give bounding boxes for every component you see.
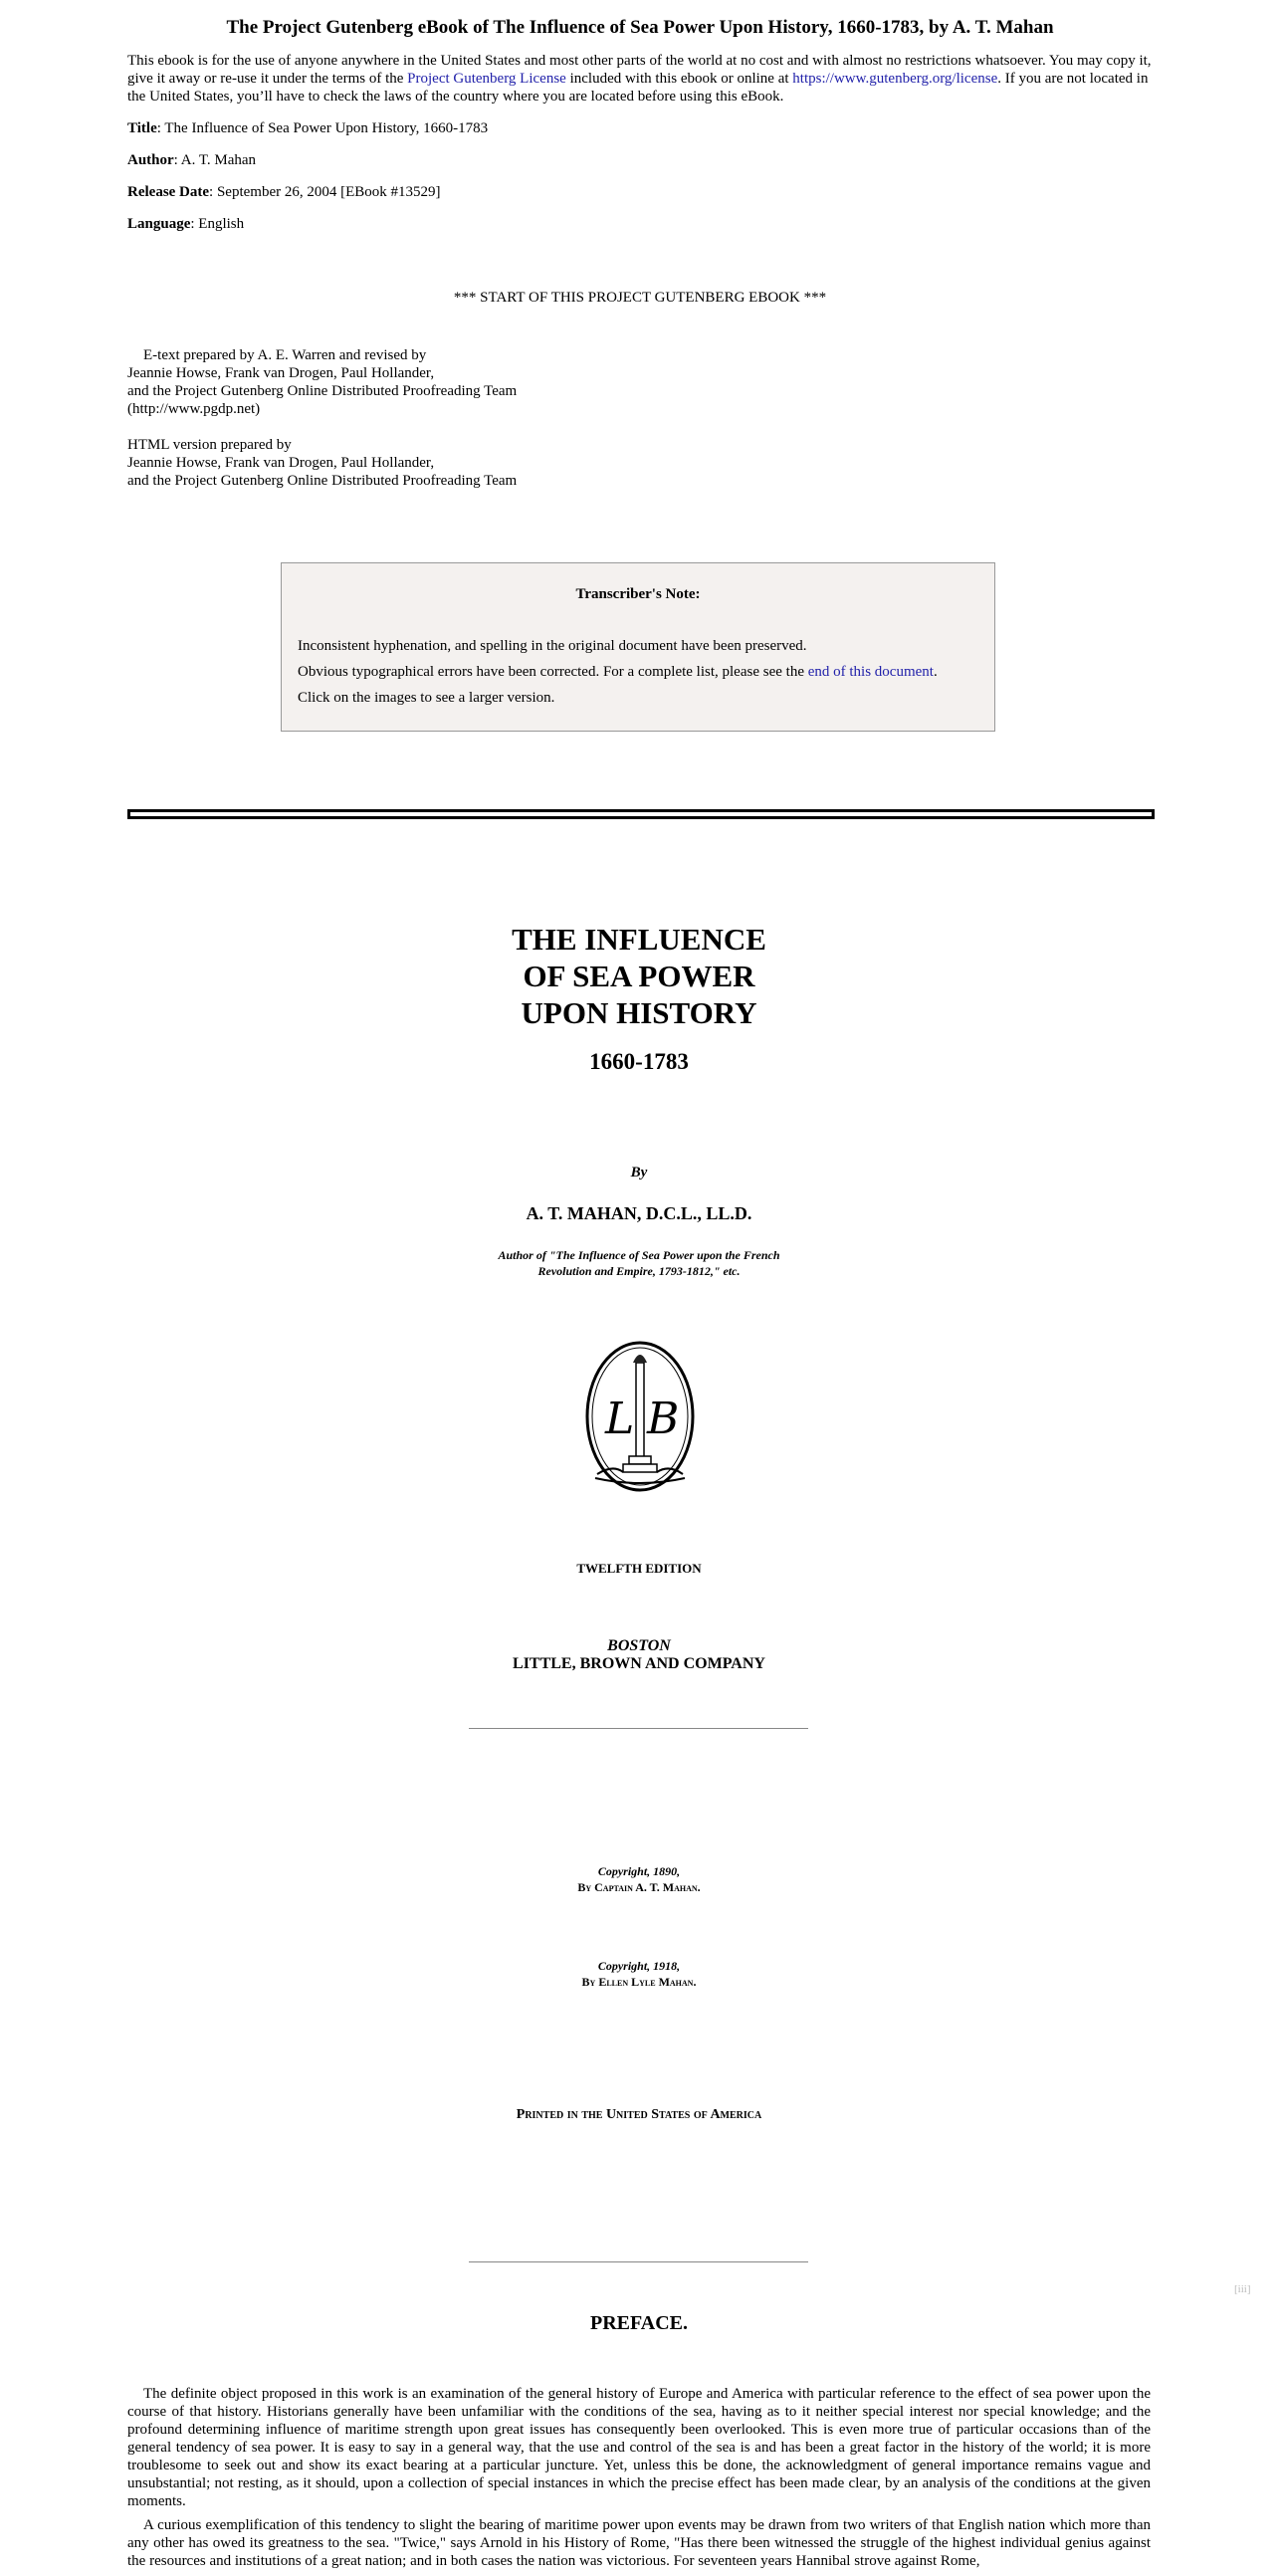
license-url-link[interactable]: https://www.gutenberg.org/license — [792, 71, 998, 87]
publisher-block — [0, 1637, 1278, 1673]
intro-text-middle: included with this ebook or online at — [565, 71, 793, 87]
preface-paragraph: The definite object proposed in this work is an examination of the general history of Europe and America with particular reference to the effect of sea power upon the course of that history. Historians generally have been unfamiliar with the conditions of the sea, having as to it neither special interest nor special knowledge; and the profound determining influence of maritime strength upon great issues has consequently been overlooked. This is even more true of particular occasions than of the general tendency of sea power. It is easy to say in a general way, that the use and control of the sea is and has been a great factor in the history of the world; it is more troublesome to seek out and show its exact bearing at a particular juncture. Yet, unless this be done, the acknowledgment of general importance remains vague and unsubstantial; not resting, as it should, upon a collection of special instances in which the precise effect has been made clear, by an analysis of the conditions at the given moments. — [127, 2386, 1151, 2509]
ebook-title: The Project Gutenberg eBook of The Influence of Sea Power Upon History, 1660-1783, by A. T. Mahan — [226, 17, 1054, 38]
credits: E-text prepared by A. E. Warren and revised by Jeannie Howse, Frank van Drogen, Paul Hollander, and the Project Gutenberg Online Distributed Proofreading Team (http://www.pgdp.net) HTML version prepared by Jeannie Howse, Frank van Drogen, Paul Hollander, and the Project Gutenberg Online Distributed Proofreading Team — [127, 347, 518, 489]
book-title: THE INFLUENCE OF SEA POWER UPON HISTORY — [512, 922, 766, 1030]
author-of-note: Author of "The Influence of Sea Power upon the French Revolution and Empire, 1793-1812," etc. — [498, 1248, 780, 1278]
by-label: By — [630, 1165, 648, 1181]
transcriber-note-line: Inconsistent hyphenation, and spelling in the original document have been preserved. — [298, 638, 807, 654]
meta-language: Language: English — [127, 216, 245, 232]
publisher-city: BOSTON — [607, 1637, 671, 1654]
meta-author: Author: A. T. Mahan — [127, 152, 257, 168]
license-paragraph — [127, 52, 1153, 106]
section-divider — [127, 809, 1155, 819]
end-of-document-link[interactable]: end of this document — [807, 664, 934, 680]
divider — [469, 2261, 808, 2262]
page-number: [iii] — [1234, 2283, 1251, 2295]
intro-text: This ebook is for the use of anyone anywhere in the United States and most other parts of the world at no cost and with almost no restrictions whatsoever. You may copy it, give it away or re-use it under the terms of the — [127, 53, 1152, 87]
copyright-1918: Copyright, 1918, By Ellen Lyle Mahan. — [581, 1959, 697, 1989]
transcriber-note-line: Obvious typographical errors have been corrected. For a complete list, please see the end of this document. — [298, 664, 938, 680]
book-author: A. T. MAHAN, D.C.L., LL.D. — [526, 1203, 752, 1223]
license-link[interactable]: Project Gutenberg License — [407, 71, 566, 87]
book-years: 1660-1783 — [589, 1049, 689, 1074]
meta-release-date: Release Date: September 26, 2004 [EBook #13529] — [127, 184, 441, 200]
edition-label: TWELFTH EDITION — [576, 1561, 702, 1576]
copyright-1890: Copyright, 1890, By Captain A. T. Mahan. — [577, 1864, 701, 1894]
publisher-name: LITTLE, BROWN AND COMPANY — [513, 1655, 765, 1672]
svg-text:L: L — [605, 1394, 635, 1444]
preface-paragraph: A curious exemplification of this tendency to slight the bearing of maritime power upon events may be drawn from two writers of that English nation which more than any other has owed its greatness to the sea. "Twice," says Arnold in his History of Rome, "Has there been witnessed the struggle of the highest individual genius against the resources and institutions of a great nation; and in both cases the nation was victorious. For seventeen years Hannibal strove against Rome, — [127, 2517, 1151, 2569]
printed-in-usa: Printed in the United States of America — [516, 2107, 762, 2122]
transcriber-note-title: Transcriber's Note: — [575, 586, 701, 602]
preface-body — [127, 2385, 1151, 2576]
preface-heading: PREFACE. — [590, 2312, 688, 2334]
svg-text:B: B — [647, 1394, 680, 1444]
meta-title: Title: The Influence of Sea Power Upon History, 1660-1783 — [127, 120, 489, 136]
start-marker: *** START OF THIS PROJECT GUTENBERG EBOOK *** — [453, 290, 827, 306]
publisher-seal-icon[interactable] — [583, 1339, 697, 1494]
transcriber-note-line: Click on the images to see a larger version. — [298, 690, 555, 706]
transcriber-note-box — [281, 562, 995, 732]
intro-text-after: . If you are not located in the United States, you’ll have to check the laws of the country where you are located before using this eBook. — [127, 71, 1149, 105]
divider — [469, 1728, 808, 1729]
